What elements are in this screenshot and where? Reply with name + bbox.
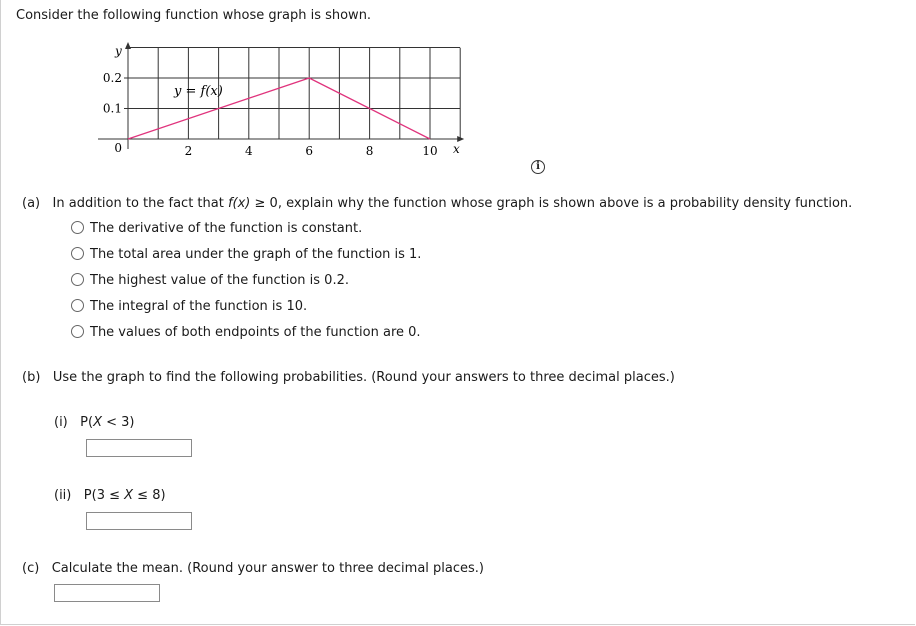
part-b-label: (b) — [22, 370, 41, 385]
intro-text: Consider the following function whose graph is shown. — [16, 8, 372, 23]
function-graph — [0, 0, 916, 170]
option-4[interactable] — [71, 299, 307, 314]
x-tick-label: 8 — [365, 144, 374, 158]
part-b-text: Use the graph to find the following probabilities. (Round your answers to three decimal places.) — [52, 370, 675, 385]
part-a-label: (a) — [22, 196, 41, 211]
x-tick-label: 4 — [244, 144, 253, 158]
radio-option-4[interactable] — [71, 299, 84, 312]
part-c-label: (c) — [22, 561, 40, 576]
part-b-i-p: P( — [80, 415, 94, 430]
option-3-label: The highest value of the function is 0.2. — [90, 273, 349, 288]
answer-input-b-i[interactable] — [86, 439, 192, 457]
answer-input-b-ii[interactable] — [86, 512, 192, 530]
x-tick-label: 6 — [305, 144, 314, 158]
part-b-ii-label: (ii) — [54, 488, 72, 503]
answer-input-c[interactable] — [54, 584, 160, 602]
curve-label: y = f(x) — [174, 84, 223, 99]
option-2[interactable] — [71, 247, 421, 262]
radio-option-3[interactable] — [71, 273, 84, 286]
option-5[interactable] — [71, 325, 421, 340]
radio-option-1[interactable] — [71, 221, 84, 234]
radio-option-5[interactable] — [71, 325, 84, 338]
part-b-i-rest: < 3) — [102, 415, 135, 430]
part-a-question — [22, 196, 852, 211]
y-axis-arrow — [125, 42, 131, 49]
y-axis-label: y — [115, 44, 122, 58]
part-a-prefix: In addition to the fact that — [52, 196, 228, 211]
option-2-label: The total area under the graph of the function is 1. — [90, 247, 422, 262]
option-4-label: The integral of the function is 10. — [90, 299, 308, 314]
part-c-text: Calculate the mean. (Round your answer to three decimal places.) — [51, 561, 484, 576]
part-b-ii-rest: ≤ 8) — [133, 488, 166, 503]
option-3[interactable] — [71, 273, 349, 288]
part-b-i-prompt — [54, 415, 135, 430]
x-tick-label: 10 — [422, 144, 438, 158]
x-tick-labels — [185, 144, 438, 158]
part-a-suffix: ≥ 0, explain why the function whose graph is shown above is a probability density function. — [250, 196, 853, 211]
part-b-ii-prompt — [54, 488, 166, 503]
part-a-fx: f(x) — [227, 196, 251, 211]
option-1[interactable] — [71, 221, 362, 236]
part-b-i-x: X — [93, 415, 102, 430]
y-tick-label: 0.1 — [102, 101, 122, 116]
graph-axes — [98, 42, 464, 149]
y-tick-label: 0 — [114, 141, 122, 155]
part-b-i-label: (i) — [54, 415, 68, 430]
part-b-ii-x: X — [124, 488, 134, 503]
x-axis-label: x — [453, 142, 460, 156]
option-1-label: The derivative of the function is constant. — [90, 221, 363, 236]
part-b-question — [22, 370, 675, 385]
y-tick-label: 0.2 — [102, 71, 122, 85]
part-b-ii-p: P(3 ≤ — [83, 488, 125, 503]
option-5-label: The values of both endpoints of the function are 0. — [90, 325, 421, 340]
radio-option-2[interactable] — [71, 247, 84, 260]
y-tick-labels — [103, 71, 128, 155]
info-icon[interactable]: i — [531, 160, 545, 174]
part-c-question — [22, 561, 484, 576]
x-tick-label: 2 — [184, 144, 193, 158]
